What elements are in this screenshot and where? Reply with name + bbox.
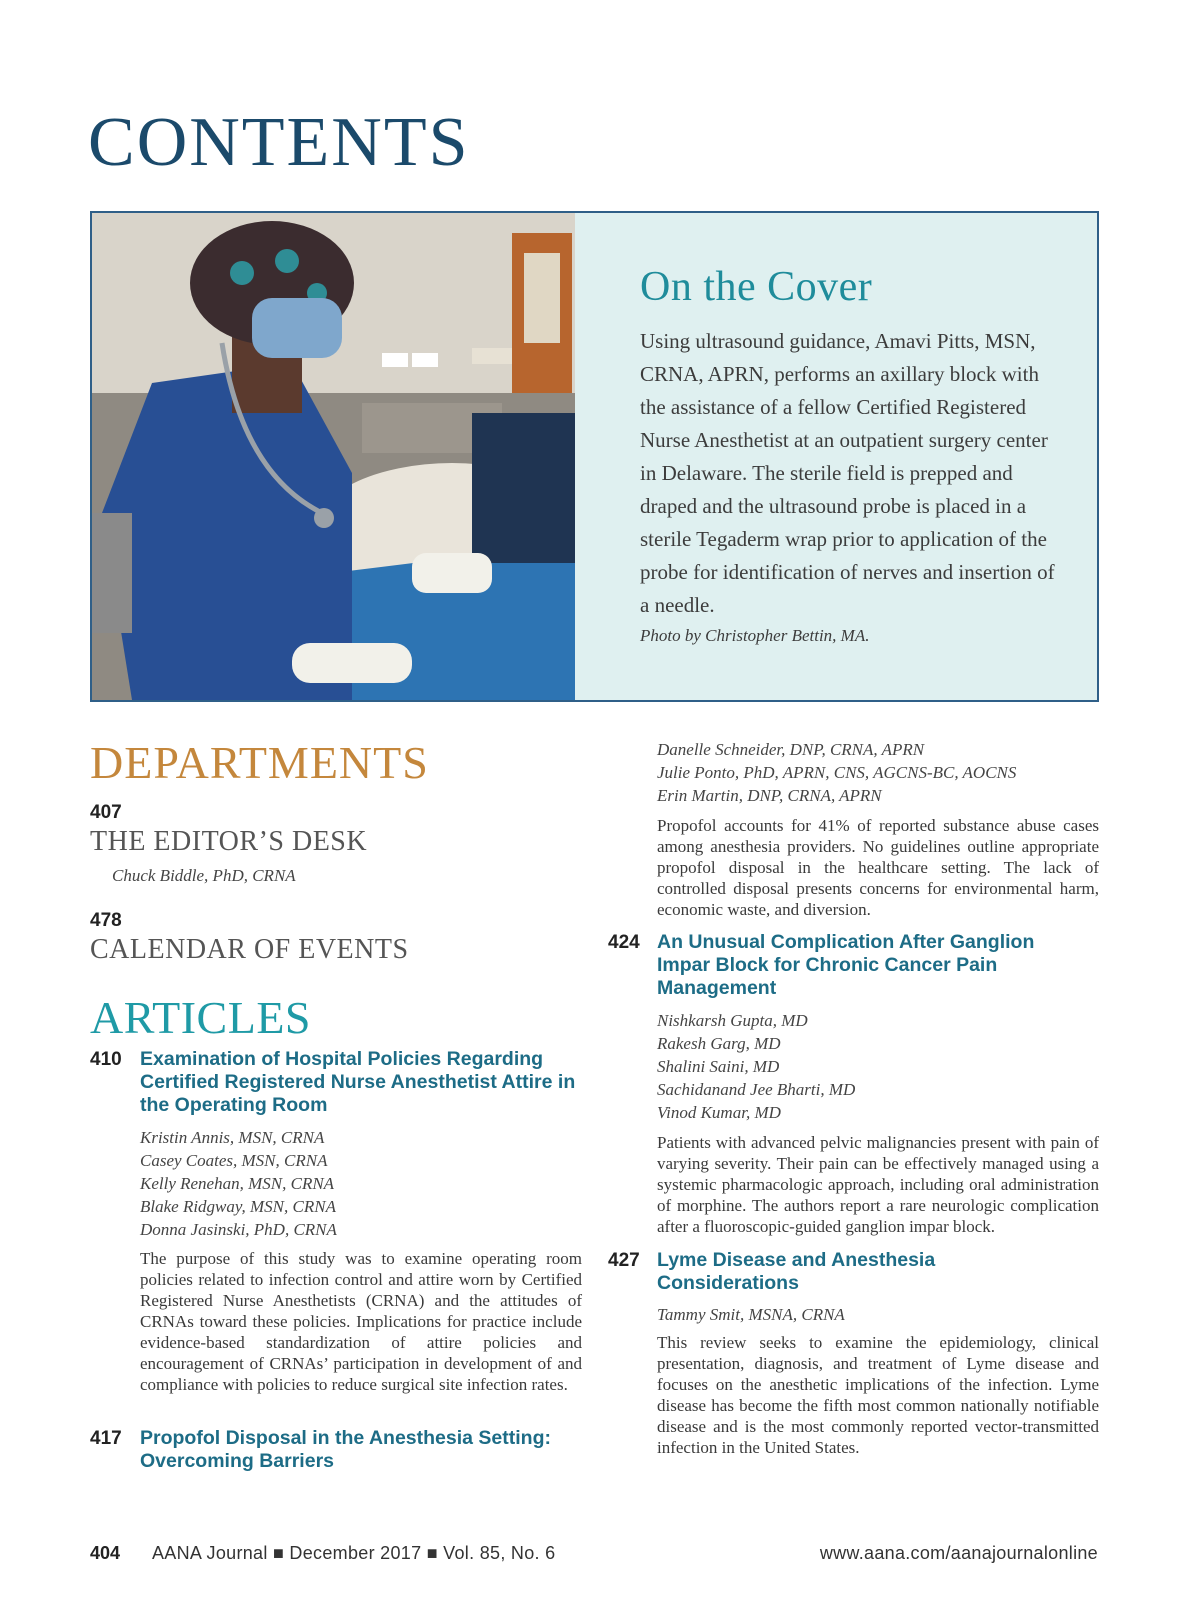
footer-journal-info: AANA Journal ■ December 2017 ■ Vol. 85, No. 6 [152,1543,556,1563]
article-page-number: 417 [90,1428,122,1449]
article-title[interactable]: An Unusual Complication After Ganglion Impar Block for Chronic Cancer Pain Management [657,931,1035,999]
author: Sachidanand Jee Bharti, MD [657,1080,856,1099]
dept-title: CALENDAR OF EVENTS [90,934,409,965]
cover-photo [92,213,575,700]
author: Shalini Saini, MD [657,1057,780,1076]
articles-heading: ARTICLES [90,992,312,1043]
author: Blake Ridgway, MSN, CRNA [140,1197,336,1216]
footer-page-number: 404 [90,1543,121,1563]
departments-heading: DEPARTMENTS [90,737,429,788]
author: Kristin Annis, MSN, CRNA [140,1128,325,1147]
article-abstract: The purpose of this study was to examine operating room policies related to infection control and attire worn by Certified Registered Nurse Anesthetists (CRNA) and the attitudes of CRNAs toward these policies. Implications for practice include evidence-based standardization of attire policies and encouragement of CRNAs’ participation in development of and compliance with policies to reduce surgical site infection rates. [140,1249,582,1394]
article-abstract: Patients with advanced pelvic malignancies present with pain of varying severity. Their pain can be effectively managed using a systemic pharmacologic approach, including oral administration of morphine. The authors report a rare neurologic complication after a fluoroscopic-guided ganglion impar block. [657,1133,1099,1236]
article-title[interactable]: Lyme Disease and Anesthesia Considerations [657,1249,936,1294]
article-authors [657,1303,1097,1326]
author: Julie Ponto, PhD, APRN, CNS, AGCNS-BC, AOCNS [657,763,1017,782]
dept-author: Chuck Biddle, PhD, CRNA [112,866,296,885]
cover-heading: On the Cover [640,264,873,310]
article-page-number: 427 [608,1250,640,1271]
author: Erin Martin, DNP, CRNA, APRN [657,786,882,805]
footer-url[interactable]: www.aana.com/aanajournalonline [819,1543,1098,1563]
article-abstract: This review seeks to examine the epidemiology, clinical presentation, diagnosis, and treatment of Lyme disease and focuses on the anesthetic implications of the infection. Lyme disease has become the fifth most common nationally notifiable disease and is the most commonly reported vector-transmitted infection in the United States. [657,1333,1099,1457]
article-authors [140,1126,580,1241]
author: Nishkarsh Gupta, MD [657,1011,808,1030]
article-title[interactable]: Propofol Disposal in the Anesthesia Setting: Overcoming Barriers [140,1427,551,1472]
article-title[interactable]: Examination of Hospital Policies Regarding Certified Registered Nurse Anesthetist Attire in the Operating Room [140,1048,576,1116]
author: Danelle Schneider, DNP, CRNA, APRN [657,740,925,759]
photo-credit: Photo by Christopher Bettin, MA. [640,626,870,645]
article-authors [657,738,1097,807]
author: Tammy Smit, MSNA, CRNA [657,1305,845,1324]
article-page-number: 410 [90,1049,122,1070]
dept-title: THE EDITOR’S DESK [90,826,368,857]
author: Donna Jasinski, PhD, CRNA [140,1220,337,1239]
author: Vinod Kumar, MD [657,1103,781,1122]
article-page-number: 424 [608,932,640,953]
page-title: CONTENTS [88,104,470,181]
cover-text: Using ultrasound guidance, Amavi Pitts, MSN, CRNA, APRN, performs an axillary block with the assistance of a fellow Certified Registered Nurse Anesthetist at an outpatient surgery center in Delaware. The sterile field is prepped and draped and the ultrasound probe is placed in a sterile Tegaderm wrap prior to application of the probe for identification of nerves and insertion of a needle. [640,329,1055,617]
author: Rakesh Garg, MD [657,1034,781,1053]
cover-box [90,211,1099,702]
dept-page-number: 407 [90,802,122,823]
article-authors [657,1009,1097,1124]
article-abstract: Propofol accounts for 41% of reported substance abuse cases among anesthesia providers. No guidelines outline appropriate propofol disposal in the healthcare setting. The lack of controlled disposal presents concerns for environmental harm, economic waste, and diversion. [657,816,1099,919]
dept-page-number: 478 [90,910,122,931]
author: Kelly Renehan, MSN, CRNA [140,1174,335,1193]
author: Casey Coates, MSN, CRNA [140,1151,328,1170]
